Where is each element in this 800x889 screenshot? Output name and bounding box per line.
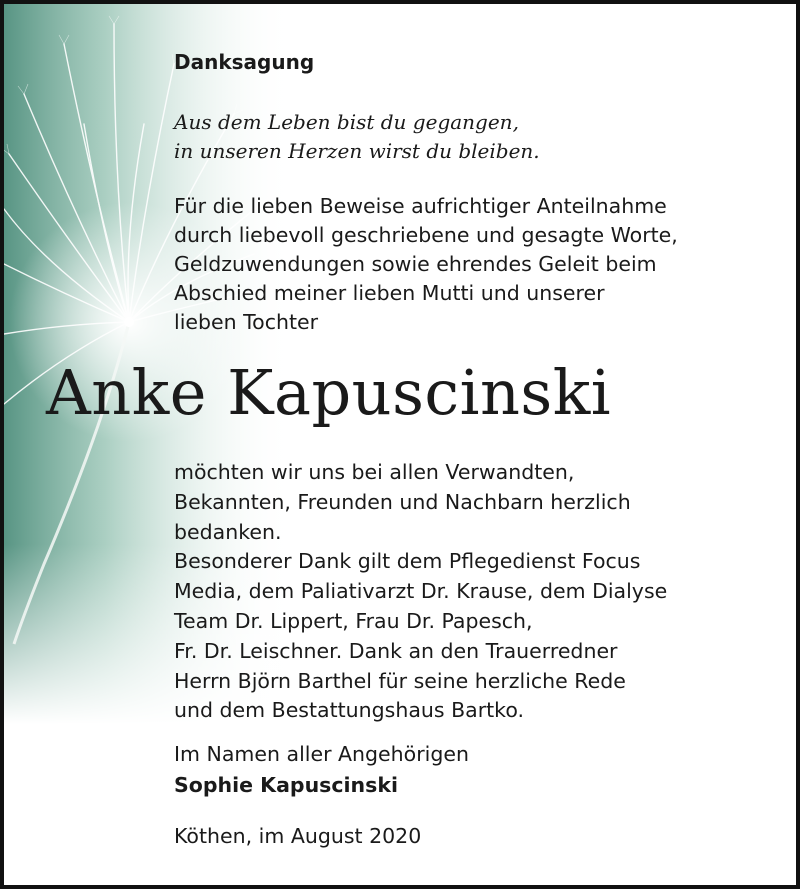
signature-block: [174, 739, 469, 801]
thanks-line: Media, dem Paliativarzt Dr. Krause, dem Dialyse: [174, 579, 668, 604]
memorial-motto: [174, 108, 540, 166]
on-behalf-line: Im Namen aller Angehörigen: [174, 742, 469, 766]
thanks-line: und dem Bestattungshaus Bartko.: [174, 698, 525, 723]
deceased-name: Anke Kapuscinski: [46, 356, 612, 429]
motto-line: Aus dem Leben bist du gegangen,: [174, 110, 519, 134]
intro-line: Abschied meiner lieben Mutti und unserer: [174, 281, 605, 305]
intro-line: durch liebevoll geschriebene und gesagte Worte,: [174, 223, 678, 247]
thanks-line: Besonderer Dank gilt dem Pflegedienst Focus: [174, 549, 641, 574]
notice-heading: Danksagung: [174, 50, 315, 74]
intro-line: lieben Tochter: [174, 310, 319, 334]
thanks-line: bedanken.: [174, 519, 282, 544]
intro-line: Für die lieben Beweise aufrichtiger Anteilnahme: [174, 194, 667, 218]
place-and-date: Köthen, im August 2020: [174, 824, 422, 848]
thanks-line: Herrn Björn Barthel für seine herzliche Rede: [174, 668, 626, 693]
intro-line: Geldzuwendungen sowie ehrendes Geleit beim: [174, 252, 657, 276]
motto-line: in unseren Herzen wirst du bleiben.: [174, 139, 540, 163]
thanks-line: Fr. Dr. Leischner. Dank an den Trauerredner: [174, 638, 618, 663]
thanks-paragraph: [174, 458, 667, 726]
thanks-line: Team Dr. Lippert, Frau Dr. Papesch,: [174, 608, 533, 633]
thanks-line: möchten wir uns bei allen Verwandten,: [174, 460, 575, 484]
thanks-line: Bekannten, Freunden und Nachbarn herzlich: [174, 489, 631, 514]
intro-paragraph: [174, 192, 678, 337]
signer-name: Sophie Kapuscinski: [174, 773, 399, 797]
